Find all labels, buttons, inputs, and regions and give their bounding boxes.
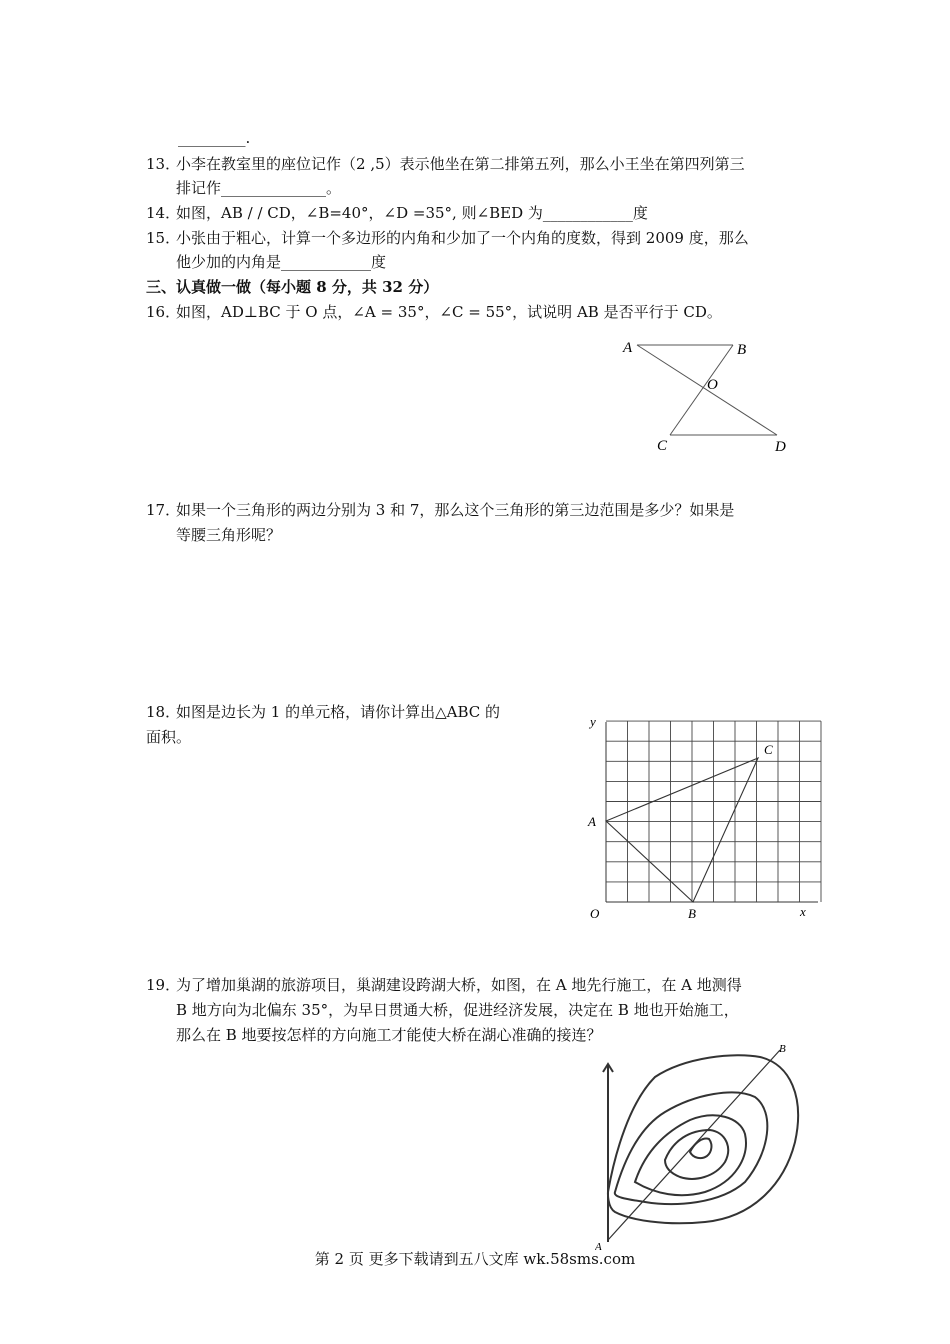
question-17 [146, 500, 734, 520]
question-19-line2: B 地方向为北偏东 35°，为早日贯通大桥，促进经济发展，决定在 B 地也开始施工， [176, 1001, 739, 1019]
page-footer: 第 2 页 更多下载请到五八文库 wk.58sms.com [314, 1250, 636, 1268]
figure-16-diagram [615, 335, 800, 460]
question-number: 18． [146, 703, 181, 721]
grid-lines [606, 721, 821, 902]
question-number: 15． [146, 229, 181, 247]
point-label-B: B [779, 1043, 786, 1055]
question-16 [146, 302, 722, 322]
question-text: 如图是边长为 1 的单元格，请你计算出△ABC 的 [176, 703, 500, 721]
question-text: 如果一个三角形的两边分别为 3 和 7，那么这个三角形的第三边范围是多少？如果是 [176, 501, 735, 519]
question-number: 17． [146, 501, 181, 519]
point-label-A: A [623, 340, 633, 356]
question-13 [146, 154, 745, 174]
point-label-A: A [588, 814, 596, 829]
question-15 [146, 228, 749, 248]
question-18-line2: 面积。 [146, 728, 192, 746]
axis-label-y: y [590, 714, 596, 729]
point-label-C: C [764, 742, 773, 757]
question-text: 为了增加巢湖的旅游项目，巢湖建设跨湖大桥，如图，在 A 地先行施工，在 A 地测得 [176, 976, 742, 994]
answer-blank-continuation: _________. [178, 129, 251, 147]
point-label-C: C [657, 438, 668, 454]
question-15-line2: 他少加的内角是____________度 [176, 253, 387, 271]
lake-contour-3 [635, 1115, 746, 1195]
point-label-D: D [775, 439, 786, 455]
question-text: 小李在教室里的座位记作（2 ,5）表示他坐在第二排第五列，那么小王坐在第四列第三 [176, 155, 745, 173]
point-label-B: B [688, 906, 696, 921]
question-18 [146, 702, 500, 722]
point-label-A: A [595, 1241, 602, 1252]
figure-19-lake-map [595, 1042, 820, 1252]
origin-label: O [590, 906, 600, 921]
figure-18-grid [578, 706, 830, 936]
question-13-line2: 排记作______________。 [176, 179, 342, 197]
question-text: 如图，AB / / CD，∠B=40°，∠D =35°, 则∠BED 为____________度 [176, 204, 648, 222]
question-14 [146, 203, 648, 223]
question-number: 13． [146, 155, 181, 173]
question-text: 如图，AD⊥BC 于 O 点，∠A = 35°，∠C = 55°，试说明 AB 是否平行于 CD。 [176, 303, 722, 321]
question-number: 14． [146, 204, 181, 222]
point-label-B: B [737, 342, 747, 358]
question-17-line2: 等腰三角形呢？ [176, 526, 282, 544]
question-number: 19． [146, 976, 181, 994]
lake-contour-4 [665, 1130, 728, 1179]
section-heading: 三、认真做一做（每小题 8 分，共 32 分） [146, 278, 439, 296]
question-number: 16． [146, 303, 181, 321]
lake-contour-center [690, 1139, 711, 1159]
question-text: 小张由于粗心，计算一个多边形的内角和少加了一个内角的度数，得到 2009 度，那么 [176, 229, 749, 247]
point-label-O: O [707, 377, 718, 393]
question-19-line3: 那么在 B 地要按怎样的方向施工才能使大桥在湖心准确的接连？ [176, 1026, 602, 1044]
question-19 [146, 975, 742, 995]
axis-label-x: x [800, 904, 806, 919]
